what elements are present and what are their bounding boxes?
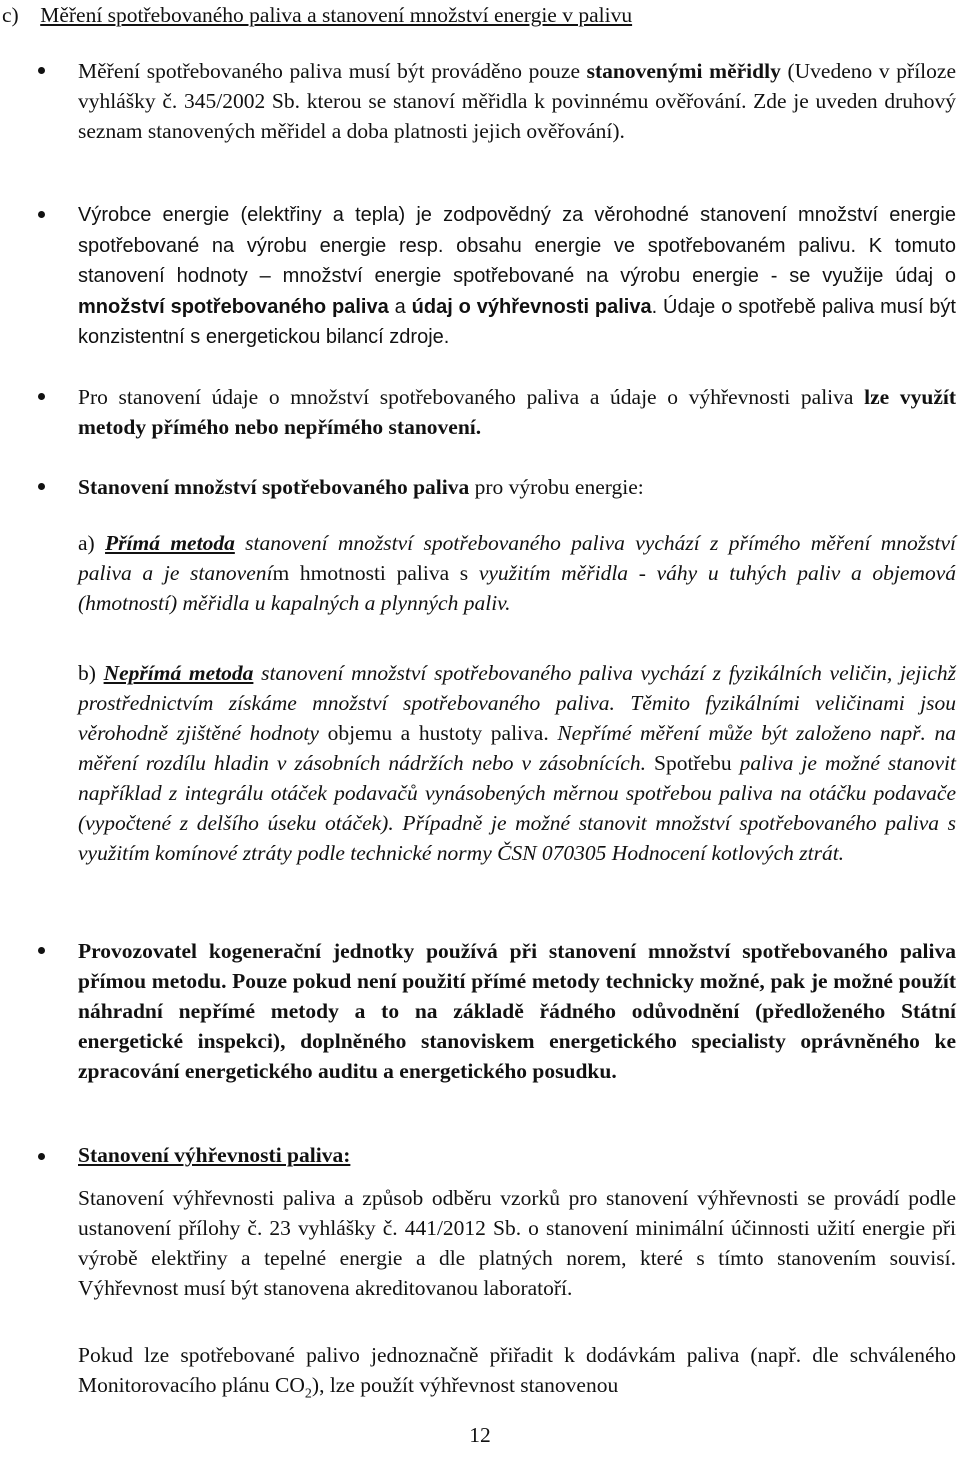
bullet-dot <box>38 1153 45 1160</box>
bold-text: lze využít metody přímého nebo nepřímého stanovení. <box>78 385 956 439</box>
bold-text: údaj o výhřevnosti paliva <box>411 295 652 318</box>
page-number: 12 <box>469 1423 491 1447</box>
bullet-measurement <box>78 56 956 146</box>
bold-text: Provozovatel kogenerační jednotky používá při stanovení množství spotřebovaného paliva přímou metodu. Pouze pokud není použití přímé metody technicky možné, pak je možné použít náhradní nepřímé metody a to na základě řádného odůvodnění (předloženého Státní energetické inspekci), doplněného stanoviskem energetického specialisty oprávněného ke zpracování energetického auditu a energetického posudku. <box>78 939 956 1083</box>
heating-value-paragraph <box>78 1183 956 1303</box>
item-prefix: a) <box>78 531 106 555</box>
bold-text: stanovenými měřidly <box>586 59 781 83</box>
bullet-dot <box>38 947 45 954</box>
bold-text: množství spotřebovaného paliva <box>78 295 389 318</box>
subheading: Stanovení výhřevnosti paliva: <box>78 1143 351 1167</box>
direct-method-paragraph <box>78 528 956 618</box>
italic-text: využitím měřidla - váhy u tuhých paliv a objemová (hmotností) měřidla u kapalných a plynných paliv. <box>78 561 956 615</box>
body-text: ), lze použít výhřevnost stanovenou <box>311 1373 619 1397</box>
bullet-heating-value <box>78 1140 956 1170</box>
bullet-text: Měření spotřebovaného paliva musí být prováděno pouze <box>78 59 587 83</box>
bullet-dot <box>38 483 45 490</box>
bullet-methods <box>78 382 956 442</box>
bullet-dot <box>38 211 45 218</box>
italic-text: stanovení množství spotřebovaného paliva vychází z fyzikálních veličin, jejichž prostřednictvím získáme množství spotřebovaného paliva. Těmito fyzikálními veličinami jsou věrohodně zjištěné hodnoty <box>78 661 956 745</box>
italic-text: Nepřímé měření může být založeno např. na měření rozdílu hladin v zásobních nádržích nebo v zásobnících. <box>78 721 956 775</box>
method-name: Nepřímá metoda <box>103 661 254 685</box>
section-prefix: c) <box>2 3 19 27</box>
bullet-text: a <box>388 295 412 318</box>
bullet-text: Pro stanovení údaje o množství spotřebovaného paliva a údaje o výhřevnosti paliva <box>78 385 865 409</box>
body-text: m hmotnosti paliva s <box>272 561 479 585</box>
method-name: Přímá metoda <box>105 531 235 555</box>
bold-text: Stanovení množství spotřebovaného paliva <box>78 475 470 499</box>
body-text: Spotřebu <box>645 751 740 775</box>
italic-text: paliva je možné stanovit například z integrálu otáček podavačů vynásobených měrnou spotřebou paliva na otáčku podavače (vypočtené z delšího úseku otáček). Případně je možné stanovit množství spotřebovaného paliva s využitím komínové ztráty podle technické normy ČSN 070305 Hodnocení kotlových ztrát. <box>78 751 956 865</box>
italic-text: stanovení množství spotřebovaného paliva vychází z přímého měření množství paliva a je stanovení <box>78 531 957 585</box>
bullet-fuel-quantity <box>78 472 956 502</box>
bullet-text: . Údaje o spotřebě paliva musí být konzistentní s energetickou bilancí zdroje. <box>78 295 956 348</box>
bullet-operator <box>78 936 956 1086</box>
indirect-method-paragraph <box>78 658 956 868</box>
bullet-dot <box>38 67 45 74</box>
body-text: Pokud lze spotřebované palivo jednoznačně přiřadit k dodávkám paliva (např. dle schváleného Monitorovacího plánu CO <box>78 1343 956 1397</box>
body-text: objemu a hustoty paliva. <box>318 721 558 745</box>
bullet-text: Výrobce energie (elektřiny a tepla) je zodpovědný za věrohodné stanovení množství energie spotřebované na výrobu energie resp. obsahu energie ve spotřebovaném palivu. K tomuto stanovení hodnoty – množství energie spotřebované na výrobu energie - se využije údaj o <box>78 204 956 287</box>
bullet-dot <box>38 393 45 400</box>
bullet-producer <box>78 200 956 353</box>
section-heading <box>2 0 632 30</box>
section-title: Měření spotřebovaného paliva a stanovení množství energie v palivu <box>40 3 633 27</box>
subscript: 2 <box>304 1386 312 1402</box>
bullet-text: pro výrobu energie: <box>469 475 644 499</box>
bullet-text: (Uvedeno v příloze vyhlášky č. 345/2002 Sb. kterou se stanoví měřidla k povinnému ověřování. Zde je uveden druhový seznam stanovených měřidel a doba platnosti jejich ověřování). <box>78 59 956 143</box>
item-prefix: b) <box>78 661 104 685</box>
fuel-assignment-paragraph <box>78 1340 956 1400</box>
body-text: Stanovení výhřevnosti paliva a způsob odběru vzorků pro stanovení výhřevnosti se provádí podle ustanovení přílohy č. 23 vyhlášky č. 441/2012 Sb. o stanovení minimální účinnosti užití energie při výrobě elektřiny a tepelné energie a dle platných norem, které s tímto stanovením souvisí. Výhřevnost musí být stanovena akreditovanou laboratoří. <box>78 1186 956 1300</box>
